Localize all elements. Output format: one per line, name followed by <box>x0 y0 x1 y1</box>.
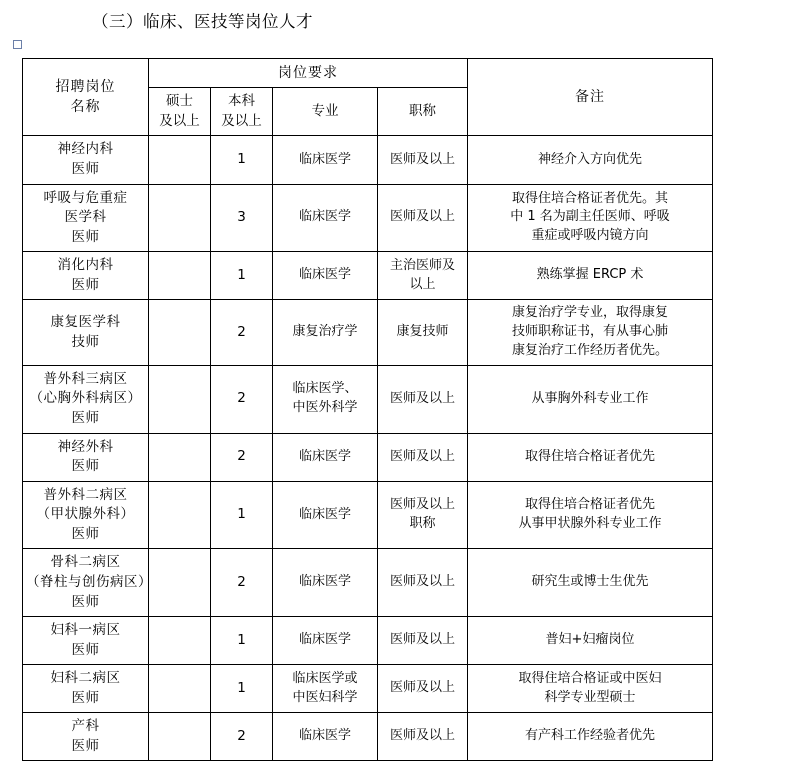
cell-title: 医师及以上 <box>378 665 468 713</box>
cell-position: 产科 医师 <box>23 713 149 761</box>
table-row <box>23 136 713 184</box>
table-header <box>23 59 713 136</box>
cell-master-count <box>149 617 211 665</box>
cell-title: 医师及以上 <box>378 136 468 184</box>
cell-master-count <box>149 713 211 761</box>
cell-bachelor-count: 2 <box>211 433 273 481</box>
table-row <box>23 617 713 665</box>
table-row <box>23 433 713 481</box>
header-master-or-above: 硕士 及以上 <box>149 88 211 136</box>
cell-major: 临床医学、 中医外科学 <box>273 365 378 433</box>
cell-title: 医师及以上 <box>378 433 468 481</box>
cell-master-count <box>149 252 211 300</box>
cell-bachelor-count: 1 <box>211 252 273 300</box>
cell-major: 临床医学 <box>273 713 378 761</box>
cell-remark: 有产科工作经验者优先 <box>468 713 713 761</box>
table-row <box>23 300 713 366</box>
table-header-row-1 <box>23 59 713 88</box>
cell-position: 普外科二病区 （甲状腺外科） 医师 <box>23 481 149 549</box>
header-bachelor-or-above: 本科 及以上 <box>211 88 273 136</box>
cell-master-count <box>149 365 211 433</box>
table-row <box>23 665 713 713</box>
cell-position: 普外科三病区 （心胸外科病区） 医师 <box>23 365 149 433</box>
cell-master-count <box>149 184 211 252</box>
cell-title: 主治医师及 以上 <box>378 252 468 300</box>
cell-major: 康复治疗学 <box>273 300 378 366</box>
header-remarks: 备注 <box>468 59 713 136</box>
cell-major: 临床医学 <box>273 184 378 252</box>
cell-position: 康复医学科 技师 <box>23 300 149 366</box>
cell-remark: 研究生或博士生优先 <box>468 549 713 617</box>
cell-master-count <box>149 665 211 713</box>
section-heading: （三）临床、医技等岗位人才 <box>92 12 313 31</box>
recruitment-table-container <box>22 58 712 761</box>
table-row <box>23 252 713 300</box>
cell-title: 医师及以上 <box>378 617 468 665</box>
cell-major: 临床医学 <box>273 433 378 481</box>
cell-title: 康复技师 <box>378 300 468 366</box>
cell-major: 临床医学或 中医妇科学 <box>273 665 378 713</box>
recruitment-table <box>22 58 713 761</box>
cell-remark: 取得住培合格证或中医妇 科学专业型硕士 <box>468 665 713 713</box>
cell-title: 医师及以上 <box>378 713 468 761</box>
cell-remark: 神经介入方向优先 <box>468 136 713 184</box>
cell-remark: 取得住培合格证者优先 从事甲状腺外科专业工作 <box>468 481 713 549</box>
header-position-name: 招聘岗位 名称 <box>23 59 149 136</box>
header-requirements-group: 岗位要求 <box>149 59 468 88</box>
cell-bachelor-count: 1 <box>211 136 273 184</box>
cell-major: 临床医学 <box>273 617 378 665</box>
cell-bachelor-count: 2 <box>211 549 273 617</box>
table-row <box>23 365 713 433</box>
cell-bachelor-count: 1 <box>211 481 273 549</box>
cell-master-count <box>149 433 211 481</box>
cell-position: 神经外科 医师 <box>23 433 149 481</box>
margin-marker-icon <box>13 40 22 49</box>
cell-remark: 普妇+妇瘤岗位 <box>468 617 713 665</box>
cell-bachelor-count: 2 <box>211 300 273 366</box>
header-title: 职称 <box>378 88 468 136</box>
cell-master-count <box>149 549 211 617</box>
cell-remark: 取得住培合格证者优先 <box>468 433 713 481</box>
cell-bachelor-count: 1 <box>211 617 273 665</box>
cell-position: 呼吸与危重症 医学科 医师 <box>23 184 149 252</box>
cell-position: 消化内科 医师 <box>23 252 149 300</box>
cell-remark: 康复治疗学专业，取得康复 技师职称证书，有从事心肺 康复治疗工作经历者优先。 <box>468 300 713 366</box>
cell-major: 临床医学 <box>273 252 378 300</box>
cell-remark: 从事胸外科专业工作 <box>468 365 713 433</box>
cell-title: 医师及以上 <box>378 184 468 252</box>
cell-position: 妇科二病区 医师 <box>23 665 149 713</box>
cell-master-count <box>149 136 211 184</box>
table-row <box>23 713 713 761</box>
cell-bachelor-count: 3 <box>211 184 273 252</box>
cell-major: 临床医学 <box>273 136 378 184</box>
cell-title: 医师及以上 <box>378 549 468 617</box>
cell-bachelor-count: 2 <box>211 365 273 433</box>
cell-title: 医师及以上 <box>378 365 468 433</box>
cell-major: 临床医学 <box>273 549 378 617</box>
table-row <box>23 549 713 617</box>
cell-position: 妇科一病区 医师 <box>23 617 149 665</box>
cell-master-count <box>149 481 211 549</box>
cell-bachelor-count: 2 <box>211 713 273 761</box>
table-row <box>23 184 713 252</box>
table-row <box>23 481 713 549</box>
header-major: 专业 <box>273 88 378 136</box>
table-body <box>23 136 713 761</box>
cell-position: 神经内科 医师 <box>23 136 149 184</box>
cell-position: 骨科二病区 （脊柱与创伤病区） 医师 <box>23 549 149 617</box>
cell-bachelor-count: 1 <box>211 665 273 713</box>
cell-major: 临床医学 <box>273 481 378 549</box>
cell-master-count <box>149 300 211 366</box>
cell-remark: 取得住培合格证者优先。其 中 1 名为副主任医师、呼吸 重症或呼吸内镜方向 <box>468 184 713 252</box>
cell-title: 医师及以上 职称 <box>378 481 468 549</box>
cell-remark: 熟练掌握 ERCP 术 <box>468 252 713 300</box>
